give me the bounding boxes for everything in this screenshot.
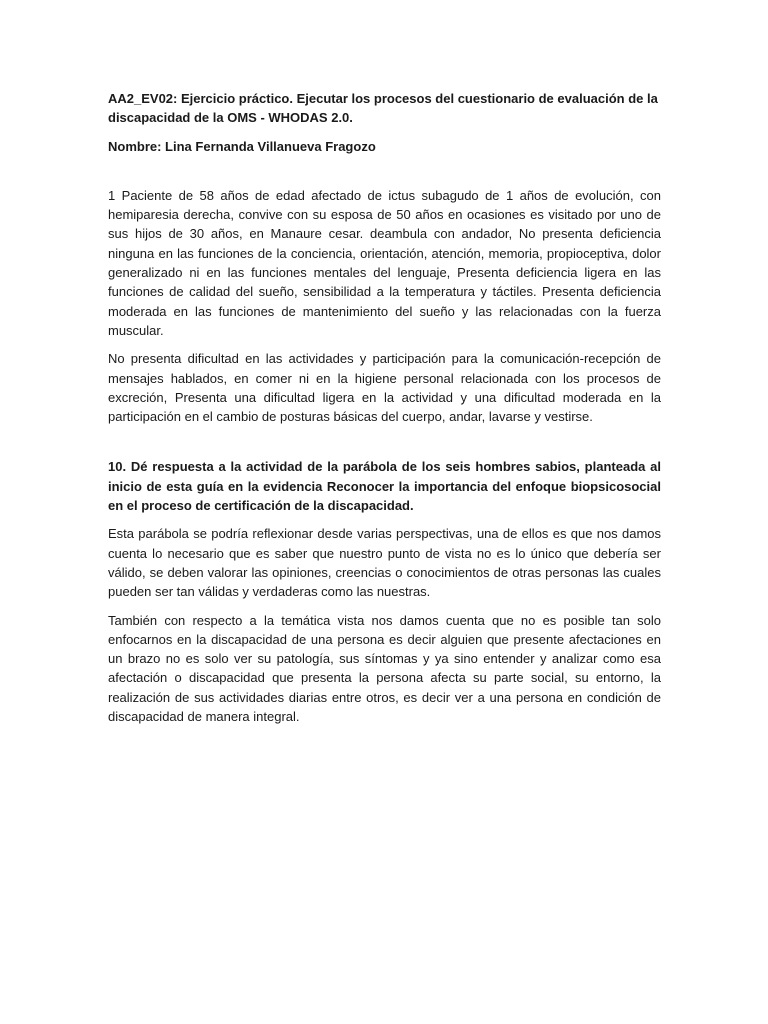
document-page — [108, 89, 661, 726]
case-paragraph-1: 1 Paciente de 58 años de edad afectado de ictus subagudo de 1 años de evolución, con hemiparesia derecha, convive con su esposa de 50 años en ocasiones es visitado por uno de sus hijos de 30 años, en Manaure cesar. deambula con andador, No presenta deficiencia ninguna en las funciones de la conciencia, orientación, atención, memoria, propioceptiva, dolor generalizado ni en las funciones mentales del lenguaje, Presenta deficiencia ligera en las funciones de calidad del sueño, sensibilidad a la temperatura y táctiles. Presenta deficiencia moderada en las funciones de mantenimiento del sueño y las relacionadas con la fuerza muscular. — [108, 187, 661, 338]
document-title: AA2_EV02: Ejercicio práctico. Ejecutar los procesos del cuestionario de evaluación de la discapacidad de la OMS - WHODAS 2.0. — [108, 91, 658, 126]
answer-paragraph-1: Esta parábola se podría reflexionar desde varias perspectivas, una de ellos es que nos damos cuenta lo necesario que es saber que nuestro punto de vista no es lo único que debería ser válido, se deben valorar las opiniones, creencias o conocimientos de otras personas las cuales pueden ser tan válidas y verdaderas como las nuestras. — [108, 526, 661, 600]
answer-paragraph-2: También con respecto a la temática vista nos damos cuenta que no es posible tan solo enfocarnos en la discapacidad de una persona es decir alguien que presente afectaciones en un brazo no es solo ver su patología, sus síntomas y ya sino entender y analizar como esa afectación o discapacidad que presenta la persona afecta su parte social, su entorno, la realización de sus actividades diarias entre otros, es decir ver a una persona en condición de discapacidad de manera integral. — [108, 612, 661, 725]
case-paragraph-2: No presenta dificultad en las actividades y participación para la comunicación-recepción de mensajes hablados, en comer ni en la higiene personal relacionada con los procesos de excreción, Presenta una dificultad ligera en la actividad y una dificultad moderada en la participación en el cambio de posturas básicas del cuerpo, andar, lavarse y vestirse. — [108, 351, 661, 425]
author-line: Nombre: Lina Fernanda Villanueva Fragozo — [108, 138, 376, 154]
question-10: 10. Dé respuesta a la actividad de la parábola de los seis hombres sabios, planteada al inicio de esta guía en la evidencia Reconocer la importancia del enfoque biopsicosocial en el proceso de certificación de la discapacidad. — [108, 459, 661, 514]
